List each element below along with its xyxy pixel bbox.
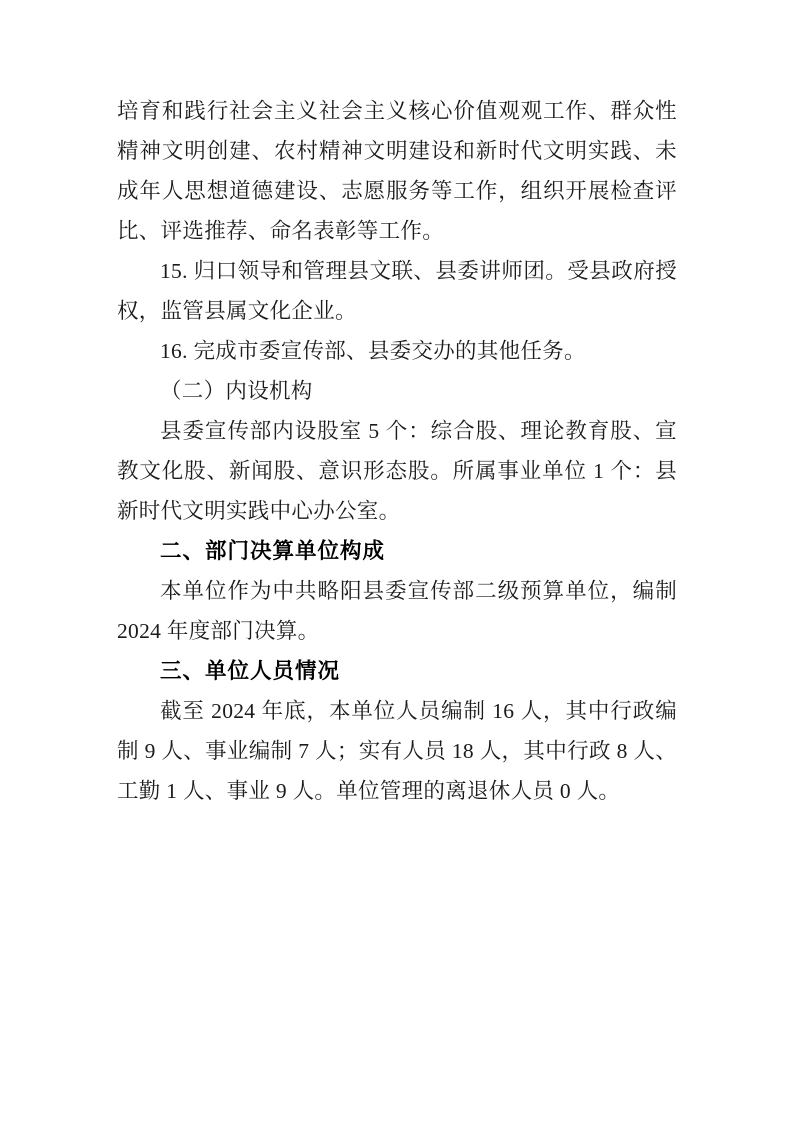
paragraph-core-values-continuation: 培育和践行社会主义社会主义核心价值观观工作、群众性精神文明创建、农村精神文明建设和新时代文明实践、未成年人思想道德建设、志愿服务等工作，组织开展检查评比、评选推荐、命名表彰等工作。 [117,99,677,243]
paragraph-item-16: 16. 完成市委宣传部、县委交办的其他任务。 [160,339,586,363]
section-heading-unit-composition: 二、部门决算单位构成 [160,539,386,563]
paragraph-personnel-detail: 截至 2024 年底，本单位人员编制 16 人，其中行政编制 9 人、事业编制 7 人；实有人员 18 人，其中行政 8 人、工勤 1 人、事业 9 人。单位管理的离退休人员 0 人。 [117,699,677,803]
paragraph-internal-organs-detail: 县委宣传部内设股室 5 个：综合股、理论教育股、宣教文化股、新闻股、意识形态股。所属事业单位 1 个：县新时代文明实践中心办公室。 [117,419,677,523]
paragraph-unit-composition-detail: 本单位作为中共略阳县委宣传部二级预算单位，编制 2024 年度部门决算。 [117,579,677,643]
subsection-heading-internal-organs: （二）内设机构 [160,379,313,403]
document-text-block [117,91,677,811]
paragraph-item-15: 15. 归口领导和管理县文联、县委讲师团。受县政府授权，监管县属文化企业。 [117,259,677,323]
section-heading-personnel: 三、单位人员情况 [160,659,341,683]
